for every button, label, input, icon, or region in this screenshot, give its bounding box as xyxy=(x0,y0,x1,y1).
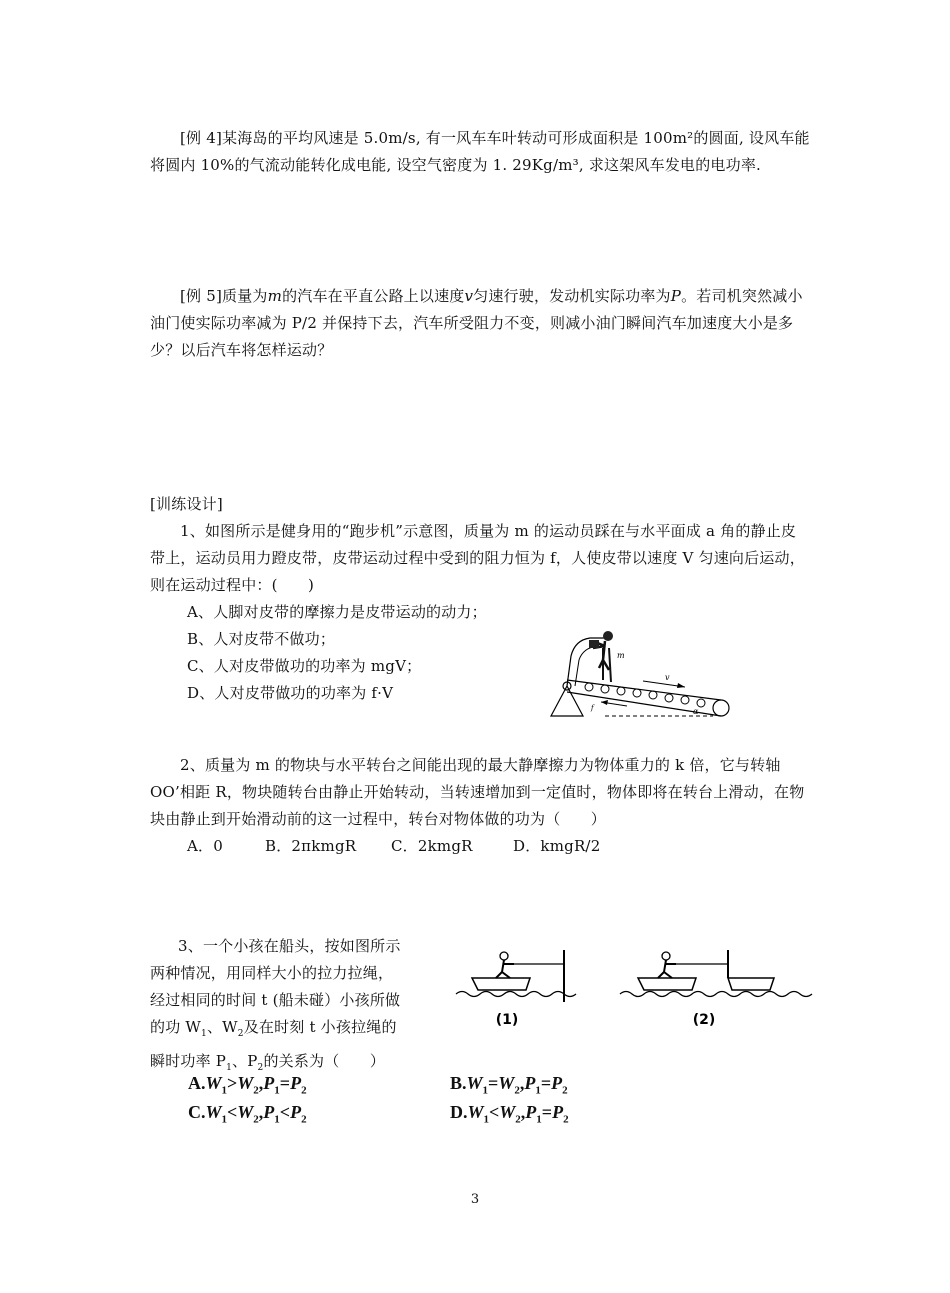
label-f: f xyxy=(591,704,594,712)
q1-stem: 1、如图所示是健身用的“跑步机”示意图，质量为 m 的运动员踩在与水平面成 a 角的静止皮带上，运动员用力蹬皮带，皮带运动过程中受到的阻力恒为 f，人使皮带以速度 V 匀速向后运动，则在运动过程中：( ) xyxy=(150,522,805,594)
boat-scene-1 xyxy=(456,950,576,1002)
q3-line-4: 的功 $W_1$、$W_2$及在时刻 t 小孩拉绳的 xyxy=(150,1018,397,1039)
q3-line-2: 两种情况，用同样大小的拉力拉绳， xyxy=(150,964,394,982)
q2-stem: 2、质量为 m 的物块与水平转台之间能出现的最大静摩擦力为物体重力的 k 倍，它与转轴 OO’相距 R，物块随转台由静止开始转动，当转速增加到一定值时，物体即将在转台上滑动，在物块由静止到开始滑动前的这一过程中，转台对物体做的功为（ ） xyxy=(150,756,805,828)
q2-option-b: B．2πkmgR xyxy=(265,837,357,855)
q3-line-5: 瞬时功率 $P_1$、$P_2$的关系为（ ） xyxy=(150,1052,386,1073)
label-m: m xyxy=(617,651,625,660)
example-4-text: [例 4]某海岛的平均风速是 5.0m/s, 有一风车车叶转动可形成面积是 100m²的圆面, 设风车能将圆内 10%的气流动能转化成电能, 设空气密度为 1. 29Kg/m³, 求这架风车发电的电功率. xyxy=(150,129,810,174)
q2-option-a: A．0 xyxy=(187,837,223,855)
q3-choice-c: $C.W_1<W_2,P_1<P_2$ xyxy=(188,1102,307,1126)
example-5-block xyxy=(150,283,810,364)
q1-option-c: C、人对皮带做功的功率为 mgV； xyxy=(187,657,422,675)
boat-scene-2 xyxy=(620,950,812,997)
caption-1: (1) xyxy=(495,1012,519,1028)
q3-choice-a: $A.W_1>W_2,P_1=P_2$ xyxy=(188,1073,307,1097)
q2-option-c: C．2kmgR xyxy=(391,837,473,855)
q2-options xyxy=(150,833,810,860)
example-4-block xyxy=(150,125,810,179)
q1-option-b: B、人对皮带不做功； xyxy=(187,630,336,648)
example-5-text: [例 5]质量为m的汽车在平直公路上以速度v匀速行驶，发动机实际功率为P。若司机突然减小油门使实际功率减为 P/2 并保持下去，汽车所受阻力不变，则减小油门瞬间汽车加速度大小是多少？以后汽车将怎样运动？ xyxy=(150,287,803,359)
q3-block xyxy=(150,933,450,1082)
boat-figure xyxy=(452,942,822,1037)
q2-option-d: D．kmgR/2 xyxy=(513,837,601,855)
q3-line-3: 经过相同的时间 t (船未碰）小孩所做 xyxy=(150,991,401,1009)
q3-line-1: 3、一个小孩在船头，按如图所示 xyxy=(178,937,401,955)
q3-choice-b: $B.W_1=W_2,P_1=P_2$ xyxy=(450,1073,568,1097)
treadmill-figure xyxy=(545,628,740,723)
label-alpha: α xyxy=(693,707,699,716)
q1-option-d: D、人对皮带做功的功率为 f·V xyxy=(187,684,394,702)
q2-block xyxy=(150,752,810,860)
q1-option-a: A、人脚对皮带的摩擦力是皮带运动的动力； xyxy=(187,603,487,621)
training-title: [训练设计] xyxy=(150,495,223,513)
page-number: 3 xyxy=(470,1192,480,1207)
q3-choice-d: $D.W_1<W_2,P_1=P_2$ xyxy=(450,1102,569,1126)
label-v: v xyxy=(665,673,670,682)
caption-2: (2) xyxy=(692,1012,716,1028)
